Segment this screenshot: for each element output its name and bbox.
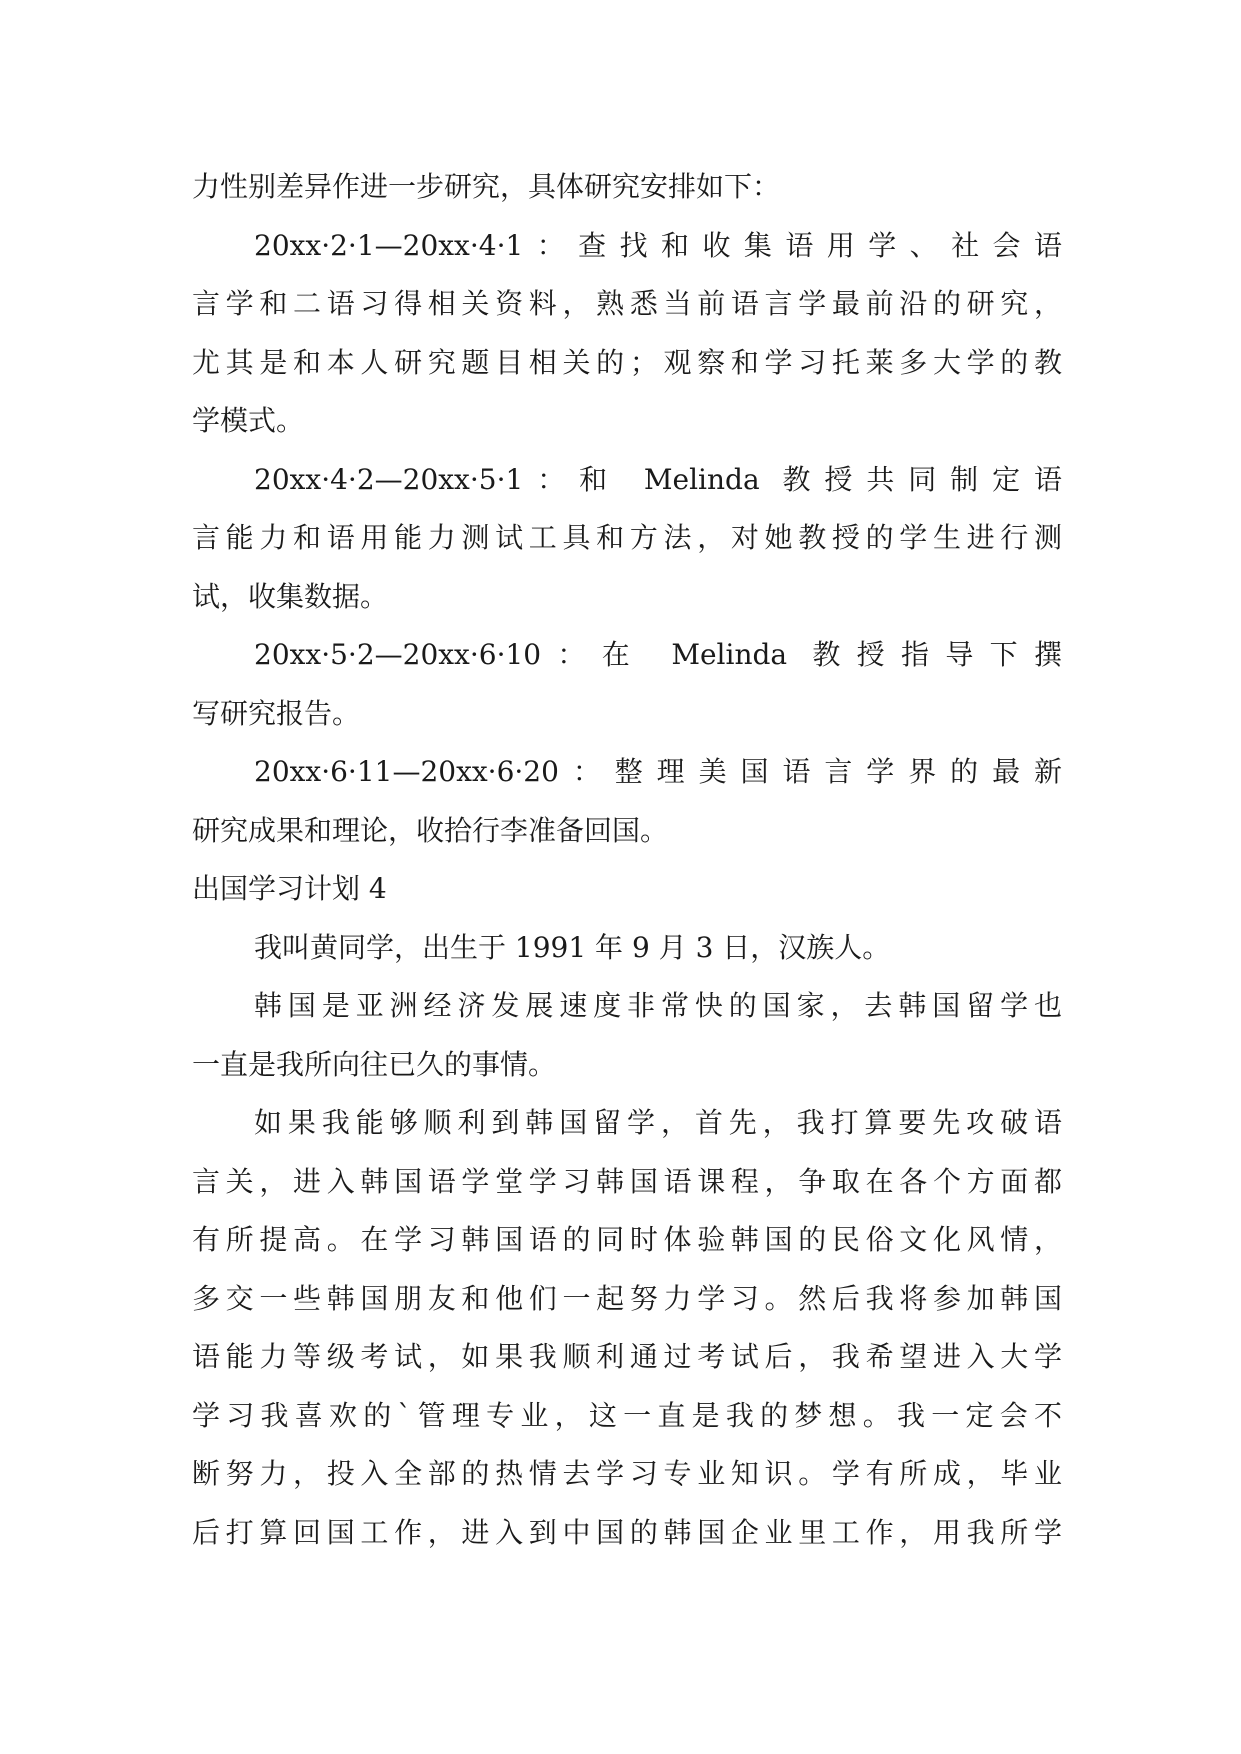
paragraph-line: 多交一些韩国朋友和他们一起努力学习。然后我将参加韩国 (192, 1281, 1062, 1315)
paragraph-line: 言能力和语用能力测试工具和方法，对她教授的学生进行测 (192, 521, 1062, 554)
paragraph-line: 学习我喜欢的`管理专业，这一直是我的梦想。我一定会不 (192, 1398, 1062, 1432)
paragraph-line: 写研究报告。 (192, 696, 361, 730)
paragraph-line: 言关，进入韩国语学堂学习韩国语课程，争取在各个方面都 (192, 1164, 1062, 1198)
document-body (192, 158, 1062, 1562)
paragraph-line: 尤其是和本人研究题目相关的；观察和学习托莱多大学的教 (192, 345, 1062, 379)
paragraph-line: 20xx·5·2—20xx·6·10：在 Melinda 教授指导下撰 (254, 638, 1062, 671)
paragraph-line: 韩国是亚洲经济发展速度非常快的国家，去韩国留学也 (254, 989, 1062, 1022)
paragraph-line: 语能力等级考试，如果我顺利通过考试后，我希望进入大学 (192, 1340, 1062, 1373)
paragraph-line: 我叫黄同学，出生于 1991 年 9 月 3 日，汉族人。 (254, 930, 891, 964)
paragraph-line: 20xx·6·11—20xx·6·20：整理美国语言学界的最新 (254, 755, 1062, 788)
paragraph-line: 研究成果和理论，收拾行李准备回国。 (192, 813, 669, 847)
paragraph-line: 一直是我所向往已久的事情。 (192, 1047, 557, 1081)
paragraph-line: 20xx·2·1—20xx·4·1：查找和收集语用学、社会语 (254, 228, 1062, 262)
paragraph-line: 如果我能够顺利到韩国留学，首先，我打算要先攻破语 (254, 1106, 1062, 1139)
paragraph-line: 力性别差异作进一步研究，具体研究安排如下： (192, 170, 781, 203)
paragraph-line: 学模式。 (192, 404, 305, 437)
paragraph-line: 言学和二语习得相关资料，熟悉当前语言学最前沿的研究， (192, 287, 1062, 320)
section-heading: 出国学习计划 4 (192, 872, 387, 905)
paragraph-line: 试，收集数据。 (192, 579, 389, 613)
paragraph-line: 有所提高。在学习韩国语的同时体验韩国的民俗文化风情， (192, 1223, 1062, 1256)
paragraph-line: 后打算回国工作，进入到中国的韩国企业里工作，用我所学 (192, 1515, 1062, 1549)
paragraph-line: 断努力，投入全部的热情去学习专业知识。学有所成，毕业 (192, 1457, 1062, 1490)
paragraph-line: 20xx·4·2—20xx·5·1：和 Melinda 教授共同制定语 (254, 462, 1062, 496)
